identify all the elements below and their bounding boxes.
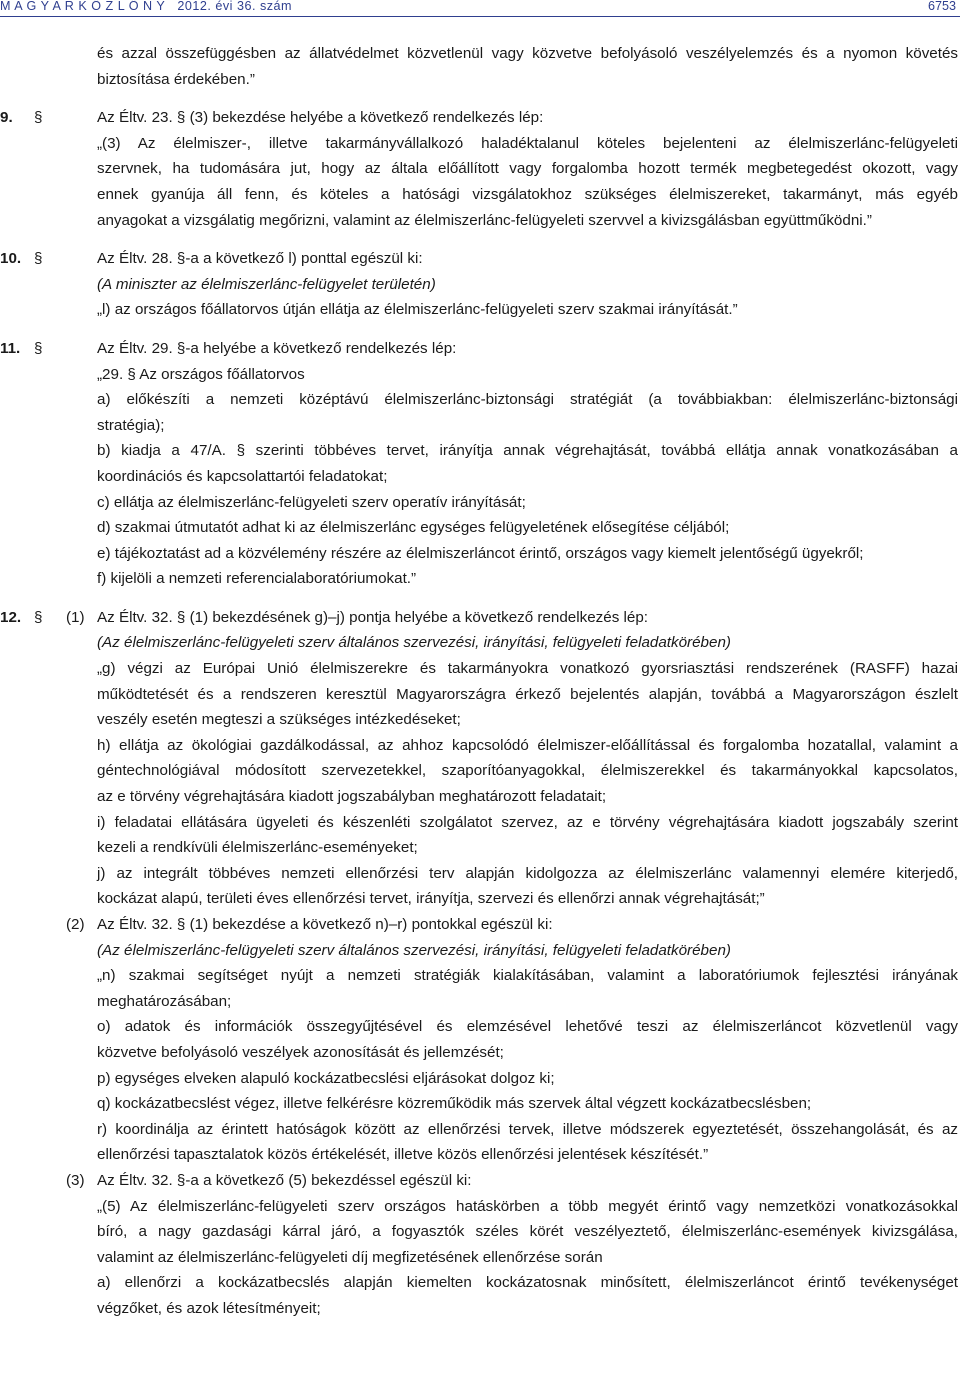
italic-context-line: (Az élelmiszerlánc-felügyeleti szerv általános szervezési, irányítási, felügyeleti feladatkörében) (97, 634, 731, 652)
text-line (0, 733, 960, 759)
text-line (0, 1091, 960, 1117)
text-line (0, 682, 960, 708)
line-text: b) kiadja a 47/A. § szerinti többéves tervet, irányítja annak végrehajtását, továbbá ellátja annak vonatkozásában a (97, 442, 958, 460)
issue-label: 2012. évi 36. szám (177, 0, 293, 13)
text-line (0, 810, 960, 836)
text-line (0, 541, 960, 567)
line-text: c) ellátja az élelmiszerlánc-felügyeleti szerv operatív irányítását; (97, 493, 526, 511)
line-text: valamint az élelmiszerlánc-felügyeleti díj megfizetésének ellenőrzése során (97, 1248, 603, 1266)
header-rule (0, 16, 960, 17)
text-line (0, 912, 960, 938)
text-line (0, 131, 960, 157)
line-text: q) kockázatbecslést végez, illetve felkérésre közreműködik más szervek által végzett kockázatbecslésben; (97, 1095, 812, 1113)
line-text: géntechnológiával módosított szervezetekkel, szaporítóanyagokkal, élelmiszerekkel és takarmányokkal kapcsolatos, (97, 762, 958, 780)
section-number: 12. (0, 608, 22, 626)
text-line (0, 464, 960, 490)
italic-context-line: (A miniszter az élelmiszerlánc-felügyelet területén) (97, 275, 436, 293)
text-line (0, 490, 960, 516)
section-number: 11. (0, 339, 21, 357)
line-text: Az Éltv. 32. §-a a következő (5) bekezdéssel egészül ki: (97, 1171, 472, 1189)
line-text: Az Éltv. 23. § (3) bekezdése helyébe a következő rendelkezés lép: (97, 109, 544, 127)
italic-context-line: (Az élelmiszerlánc-felügyeleti szerv általános szervezési, irányítási, felügyeleti feladatkörében) (97, 941, 731, 959)
text-line (0, 630, 960, 656)
section-sign: § (34, 339, 43, 357)
text-line (0, 1194, 960, 1220)
document-body (0, 41, 960, 1322)
section-sign: § (34, 608, 43, 626)
journal-title (0, 0, 292, 13)
section-sign: § (34, 250, 43, 268)
text-line (0, 605, 960, 631)
text-line (0, 41, 960, 67)
line-text: e) tájékoztatást ad a közvélemény részére az élelmiszerláncot érintő, országos vagy kiemelt jelentőségű ügyekről; (97, 544, 864, 562)
text-line (0, 297, 960, 323)
text-line (0, 515, 960, 541)
section-number: 9. (0, 109, 13, 127)
line-text: j) az integrált többéves nemzeti ellenőrzési terv alapján kidolgozza az élelmiszerlánc valamennyi elemére kiterjedő, (97, 864, 958, 882)
text-line (0, 989, 960, 1015)
text-line (0, 835, 960, 861)
paragraph-gap (0, 233, 960, 246)
line-text: d) szakmai útmutatót adhat ki az élelmiszerlánc egységes felügyeletének elősegítése céljából; (97, 519, 730, 537)
journal-name: M A G Y A R K Ö Z L Ö N Y (0, 0, 166, 13)
line-text: r) koordinálja az érintett hatóságok között az ellenőrzési tervek, illetve módszerek egyeztetését, összehangolását, és az (97, 1120, 958, 1138)
line-text: a) előkészíti a nemzeti középtávú élelmiszerlánc-biztonsági stratégiát (a továbbiakban: élelmiszerlánc-biztonsági (97, 391, 958, 409)
text-line (0, 1117, 960, 1143)
line-text: „(3) Az élelmiszer-, illetve takarmányvállalkozó haladéktalanul köteles bejelenteni az élelmiszerlánc-felügyeleti (97, 134, 958, 152)
text-line (0, 208, 960, 234)
running-header (0, 0, 960, 14)
line-text: h) ellátja az ökológiai gazdálkodással, az ahhoz kapcsolódó élelmiszer-előállítással és forgalomba hozatallal, valamint a (97, 736, 958, 754)
line-text: Az Éltv. 32. § (1) bekezdése a következő n)–r) pontokkal egészül ki: (97, 916, 553, 933)
line-text: „l) az országos főállatorvos útján ellátja az élelmiszerlánc-felügyeleti szerv szakmai irányítását.” (97, 301, 738, 319)
text-line (0, 938, 960, 964)
text-line (0, 67, 960, 93)
line-text: meghatározásában; (97, 992, 232, 1010)
line-text: „n) szakmai segítséget nyújt a nemzeti stratégiák kialakításában, valamint a laboratóriumok fejlesztési irányának (97, 967, 958, 985)
text-line (0, 1142, 960, 1168)
text-line (0, 246, 960, 272)
line-text: „(5) Az élelmiszerlánc-felügyeleti szerv országos hatáskörben a több megyét érintő vagy nemzetközi vonatkozásokkal (97, 1197, 958, 1215)
subsection-number: (2) (66, 916, 85, 933)
line-text: ennek gyanúja áll fenn, és köteles a hatósági vizsgálatokhoz szükséges élelmiszereket, takarmányt, más egyéb (97, 185, 958, 203)
subsection-number: (1) (66, 608, 85, 626)
line-text: szervnek, ha tudomására jut, hogy az általa előállított vagy forgalomba hozott termék megbetegedést okozott, vagy (97, 160, 958, 178)
paragraph-gap (0, 323, 960, 336)
line-text: i) feladatai ellátására ügyeleti és készenléti szolgálatot szervez, az e törvény végrehajtására kiadott jogszabály szerint (97, 813, 958, 831)
text-line (0, 1168, 960, 1194)
text-line (0, 963, 960, 989)
line-text: p) egységes elveken alapuló kockázatbecslési eljárásokat dolgoz ki; (97, 1069, 555, 1087)
text-line (0, 566, 960, 592)
paragraph-gap (0, 92, 960, 105)
line-text: kockázat alapú, területi éves ellenőrzési tervet, irányítja, szervezi és ellenőrzi annak végrehajtását;” (97, 890, 765, 908)
text-line (0, 1014, 960, 1040)
line-text: „29. § Az országos főállatorvos (97, 365, 305, 383)
line-text: veszély esetén megteszi a szükséges intézkedéseket; (97, 711, 461, 729)
text-line (0, 105, 960, 131)
line-text: anyagokat a vizsgálatig megőrizni, valamint az élelmiszerlánc-felügyeleti szervvel a kivizsgálásban együttműködni.” (97, 211, 872, 229)
line-text: kezeli a rendkívüli élelmiszerlánc-eseményeket; (97, 839, 418, 857)
line-text: működtetését és a rendszeren keresztül Magyarországra érkező bejelentés alapján, továbbá a Magyarországon észlelt (97, 685, 958, 703)
text-line (0, 387, 960, 413)
text-line (0, 1270, 960, 1296)
text-line (0, 413, 960, 439)
line-text: f) kijelöli a nemzeti referencialaboratóriumokat.” (97, 570, 417, 588)
text-line (0, 758, 960, 784)
text-line (0, 182, 960, 208)
line-text: stratégia); (97, 416, 165, 434)
subsection-number: (3) (66, 1171, 85, 1189)
page-number: 6753 (927, 0, 956, 13)
line-text: Az Éltv. 32. § (1) bekezdésének g)–j) pontja helyébe a következő rendelkezés lép: (97, 608, 649, 626)
section-sign: § (34, 109, 43, 127)
text-line (0, 1245, 960, 1271)
line-text: „g) végzi az Európai Unió élelmiszerekre és takarmányokra vonatkozó gyorsriasztási rendszerének (RASFF) hazai (97, 660, 958, 678)
text-line (0, 156, 960, 182)
line-text: végzőket, és azok létesítményeit; (97, 1299, 321, 1317)
section-number: 10. (0, 250, 22, 268)
text-line (0, 861, 960, 887)
text-line (0, 707, 960, 733)
text-line (0, 1296, 960, 1322)
paragraph-gap (0, 592, 960, 605)
line-text: ellenőrzési tapasztalatok közös értékelését, illetve közös ellenőrzési jelentések készítését.” (97, 1146, 709, 1164)
line-text: Az Éltv. 28. §-a a következő l) ponttal egészül ki: (97, 250, 423, 268)
line-text: biztosítása érdekében.” (97, 70, 255, 88)
line-text: bíró, a nagy gazdasági kárral járó, a fogyasztók széles körét veszélyeztető, élelmiszerlánc-események kivizsgálása, (97, 1223, 958, 1241)
text-line (0, 784, 960, 810)
text-line (0, 656, 960, 682)
text-line (0, 362, 960, 388)
line-text: a) ellenőrzi a kockázatbecslés alapján kiemelten kockázatosnak minősített, élelmiszerláncot érintő tevékenységet (97, 1274, 958, 1292)
text-line (0, 336, 960, 362)
text-line (0, 886, 960, 912)
line-text: és azzal összefüggésben az állatvédelmet közvetlenül vagy közvetve befolyásoló veszélyelemzés és a nyomon követés (97, 45, 958, 62)
line-text: közvetve befolyásoló veszélyek azonosítását és jellemzését; (97, 1043, 504, 1061)
line-text: Az Éltv. 29. §-a helyébe a következő rendelkezés lép: (97, 339, 457, 357)
text-line (0, 1040, 960, 1066)
line-text: az e törvény végrehajtására kiadott jogszabályban meghatározott feladatait; (97, 788, 607, 806)
text-line (0, 438, 960, 464)
text-line (0, 272, 960, 298)
line-text: o) adatok és információk összegyűjtésével és elemzésével lehetővé teszi az élelmiszerláncot közvetlenül vagy (97, 1018, 958, 1036)
text-line (0, 1219, 960, 1245)
line-text: koordinációs és kapcsolattartói feladatokat; (97, 467, 388, 485)
text-line (0, 1066, 960, 1092)
